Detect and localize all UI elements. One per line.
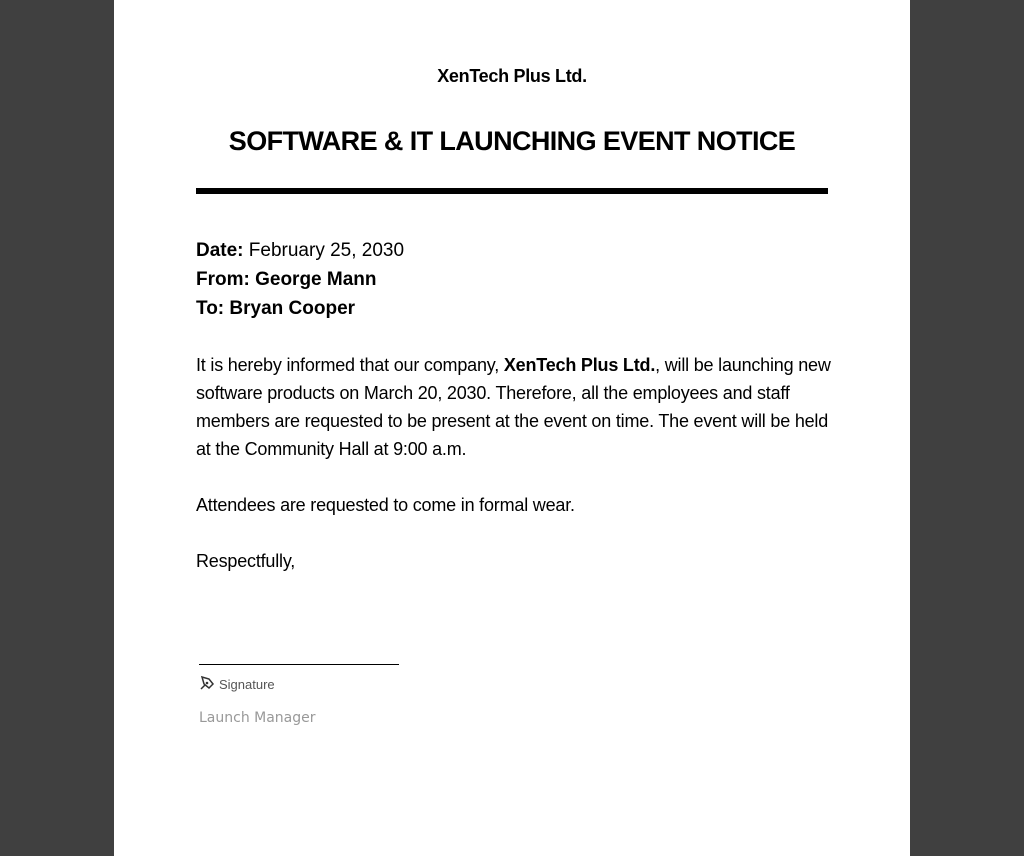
from-line: From: George Mann	[196, 269, 377, 290]
to-line: To: Bryan Cooper	[196, 298, 356, 319]
notice-meta	[196, 236, 404, 323]
signature-field[interactable]	[199, 675, 275, 694]
company-name: XenTech Plus Ltd.	[437, 66, 587, 86]
p1-text-start: It is hereby informed that our company,	[196, 355, 504, 375]
body-paragraph-2: Attendees are requested to come in formal wear.	[196, 495, 575, 515]
pen-nib-icon	[199, 675, 215, 694]
body-paragraph-1	[196, 351, 836, 463]
date-line	[196, 236, 404, 265]
signature-label: Signature	[219, 677, 275, 692]
date-value: February 25, 2030	[248, 240, 405, 261]
date-label: Date:	[196, 240, 244, 261]
notice-body	[196, 351, 836, 603]
p1-text-end: , will be launching new software products on March 20, 2030. Therefore, all the employees and staff members are requested to be present at the event on time. The event will be held at the Community Hall at 9:00 a.m.	[196, 355, 831, 459]
signature-line	[199, 664, 399, 665]
notice-title: SOFTWARE & IT LAUNCHING EVENT NOTICE	[228, 126, 796, 156]
document-page	[114, 0, 910, 856]
title-divider	[196, 188, 828, 194]
signer-title: Launch Manager	[199, 710, 316, 726]
body-paragraph-3: Respectfully,	[196, 551, 296, 571]
p1-company-bold: XenTech Plus Ltd.	[503, 355, 656, 375]
